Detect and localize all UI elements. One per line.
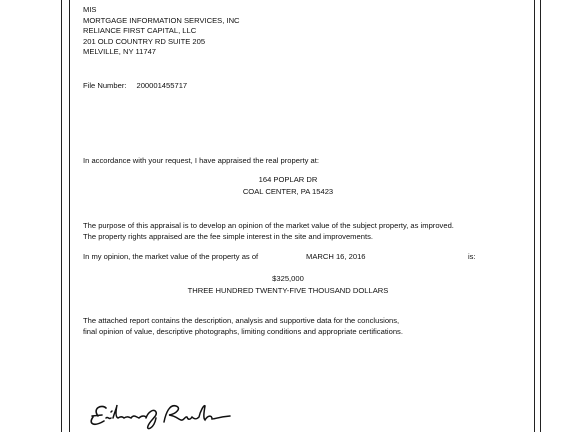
report-paragraph bbox=[83, 316, 403, 339]
handwritten-signature bbox=[84, 396, 244, 432]
opinion-text: In my opinion, the market value of the property as of bbox=[83, 252, 259, 261]
property-city: COAL CENTER, PA 15423 bbox=[242, 187, 334, 196]
purpose-line: The purpose of this appraisal is to develop an opinion of the market value of the subject property, as improved. bbox=[83, 221, 454, 230]
file-number-label: File Number: bbox=[83, 81, 127, 90]
file-number-row bbox=[83, 81, 187, 91]
addressee-line: MORTGAGE INFORMATION SERVICES, INC bbox=[83, 15, 240, 25]
report-line: The attached report contains the description, analysis and supportive data for the conclusions, bbox=[83, 316, 400, 325]
market-value-numeric: $325,000 bbox=[272, 274, 304, 283]
right-border-inner bbox=[534, 0, 535, 432]
property-street: 164 POPLAR DR bbox=[258, 175, 318, 184]
purpose-line: The property rights appraised are the fee simple interest in the site and improvements. bbox=[83, 232, 373, 242]
report-line: final opinion of value, descriptive photographs, limiting conditions and appropriate certifications. bbox=[83, 327, 403, 337]
addressee-line: MELVILLE, NY 11747 bbox=[83, 47, 157, 57]
effective-date: MARCH 16, 2016 bbox=[306, 252, 366, 261]
addressee-line: 201 OLD COUNTRY RD SUITE 205 bbox=[83, 36, 206, 46]
left-border-inner bbox=[69, 0, 70, 432]
purpose-paragraph bbox=[83, 221, 454, 244]
opinion-row bbox=[83, 252, 476, 262]
addressee-line: MIS bbox=[83, 5, 97, 14]
left-border-outer bbox=[61, 0, 62, 432]
market-value-words: THREE HUNDRED TWENTY-FIVE THOUSAND DOLLARS bbox=[187, 286, 389, 295]
intro-paragraph: In accordance with your request, I have appraised the real property at: bbox=[83, 156, 319, 165]
addressee-block bbox=[83, 5, 240, 58]
right-border-outer bbox=[540, 0, 541, 432]
opinion-is: is: bbox=[468, 252, 476, 261]
addressee-line: RELIANCE FIRST CAPITAL, LLC bbox=[83, 26, 197, 36]
file-number-value: 200001455717 bbox=[136, 81, 188, 90]
